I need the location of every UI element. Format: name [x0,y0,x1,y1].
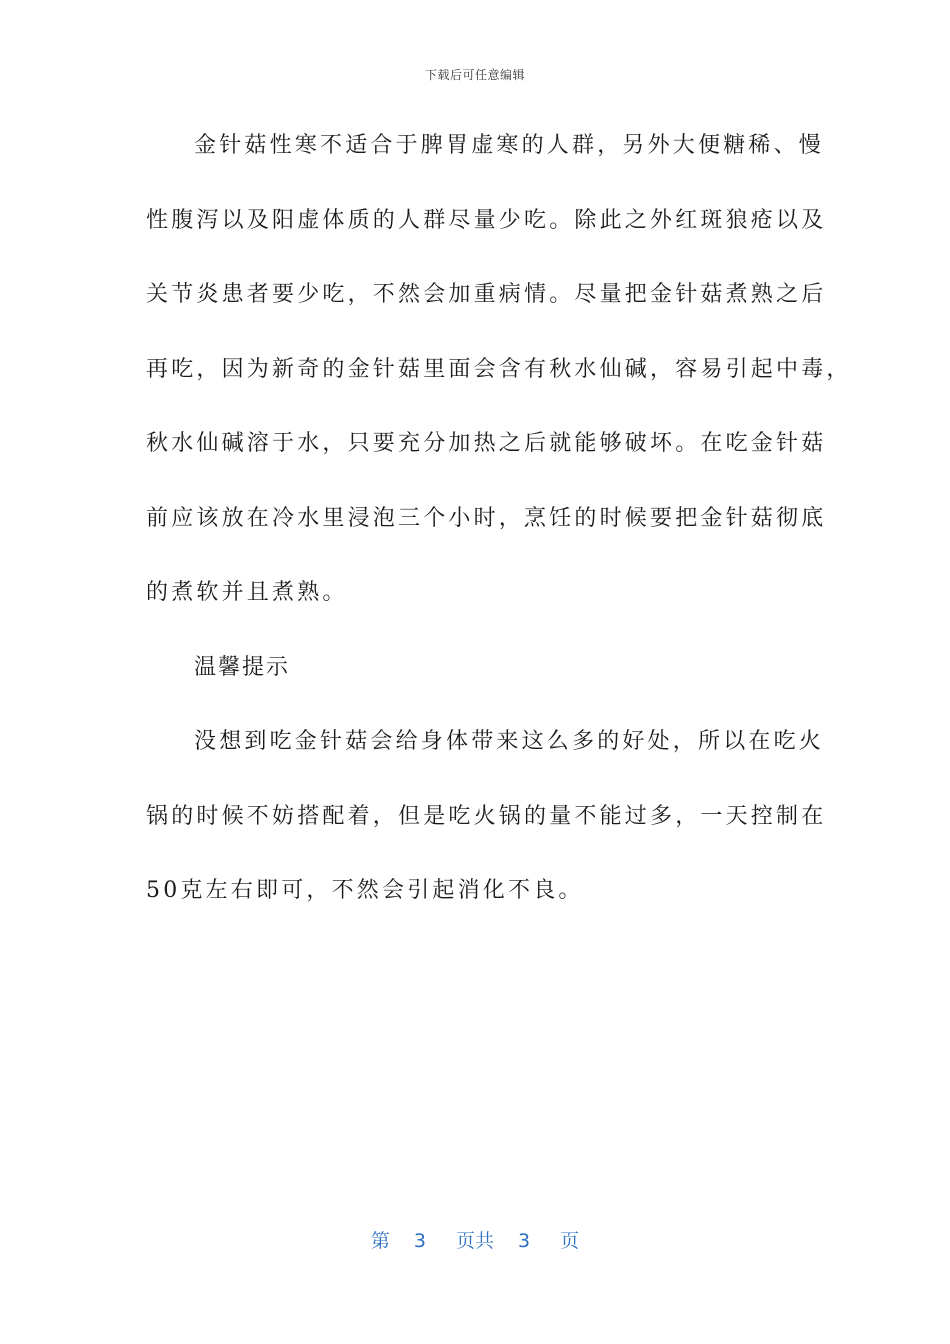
footer-total-pages: 3 [518,1230,531,1252]
document-body [146,128,852,948]
footer-prefix: 第 [370,1230,390,1252]
footer-middle: 页共 [455,1230,494,1252]
paragraph-line: 性腹泻以及阳虚体质的人群尽量少吃。除此之外红斑狼疮以及 [146,207,827,233]
footer-suffix: 页 [560,1230,580,1252]
paragraph-line: 关节炎患者要少吃，不然会加重病情。尽量把金针菇煮熟之后 [146,282,827,307]
footer-current-page: 3 [413,1230,426,1252]
page-header: 下载后可任意编辑 [424,68,525,82]
section-heading: 温馨提示 [194,654,291,680]
paragraph-line: 秋水仙碱溶于水，只要充分加热之后就能够破坏。在吃金针菇 [146,431,827,456]
paragraph-line: 金针菇性寒不适合于脾胃虚寒的人群，另外大便糖稀、慢 [194,133,825,158]
paragraph-line: 的煮软并且煮熟。 [146,580,348,605]
paragraph-line: 没想到吃金针菇会给身体带来这么多的好处，所以在吃火 [194,729,825,754]
page-footer [0,1226,950,1253]
paragraph-line: 前应该放在冷水里浸泡三个小时，烹饪的时候要把金针菇彻底 [146,505,827,531]
paragraph-line: 锅的时候不妨搭配着，但是吃火锅的量不能过多，一天控制在 [146,803,827,829]
paragraph-line: 再吃，因为新奇的金针菇里面会含有秋水仙碱，容易引起中毒， [146,356,852,382]
paragraph-line: 50克左右即可，不然会引起消化不良。 [146,878,584,903]
